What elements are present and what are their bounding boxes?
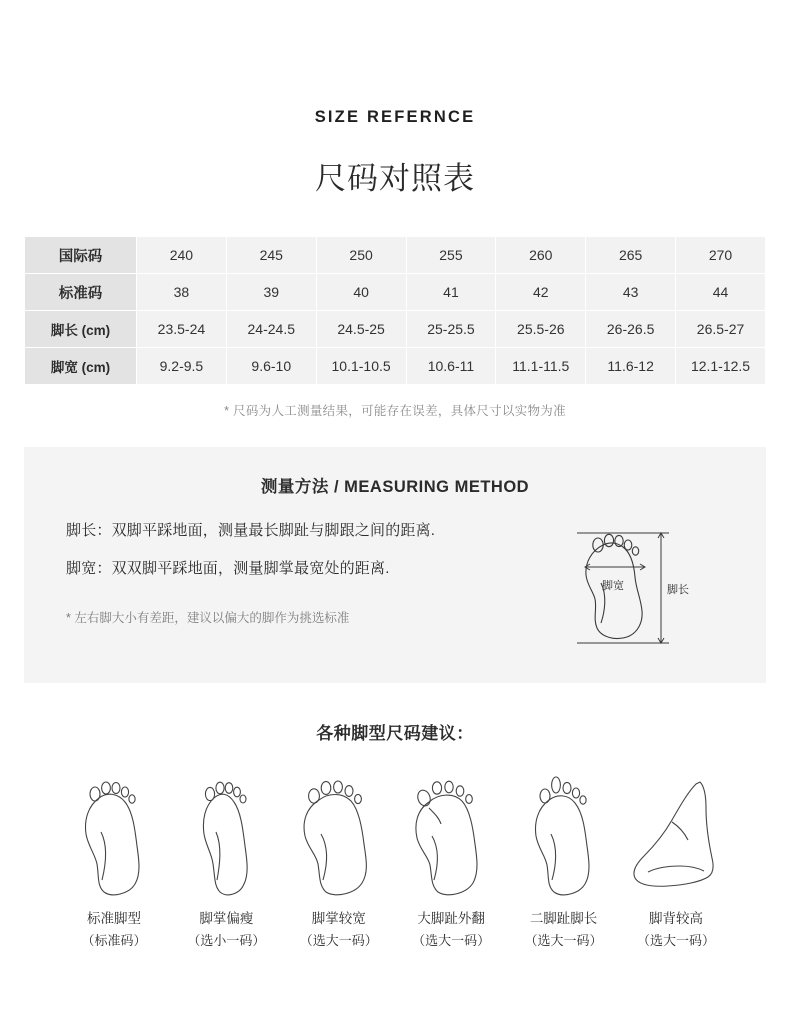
measuring-method-note: * 左右脚大小有差距，建议以偏大的脚作为挑选标准 (66, 611, 350, 625)
row-header: 标准码 (25, 274, 137, 311)
foot-type-item (172, 766, 280, 952)
foot-type-label (172, 908, 280, 952)
foot-type-item (60, 766, 168, 952)
table-row (25, 237, 766, 274)
measuring-method-title: 测量方法 / MEASURING METHOD (260, 478, 530, 496)
page-eyebrow: SIZE REFERNCE (314, 108, 476, 126)
foot-type-name: 二脚趾脚长 (529, 911, 598, 926)
table-cell: 12.1-12.5 (676, 348, 766, 385)
foot-long-second-toe-icon (521, 768, 607, 896)
foot-types-row (24, 766, 766, 952)
foot-types-title: 各种脚型尺码建议： (316, 724, 474, 743)
table-cell: 250 (316, 237, 406, 274)
foot-type-name: 脚背较高 (648, 911, 703, 926)
table-cell: 42 (496, 274, 586, 311)
foot-type-figure (172, 766, 280, 896)
measuring-method-line-length: 脚长：双脚平踩地面，测量最长脚趾与脚跟之间的距离. (66, 522, 436, 539)
table-row (25, 274, 766, 311)
foot-standard-icon (71, 768, 157, 896)
foot-type-name: 脚掌偏瘦 (199, 911, 254, 926)
foot-type-figure (510, 766, 618, 896)
row-header: 脚宽 (cm) (25, 348, 137, 385)
table-cell: 11.6-12 (586, 348, 676, 385)
foot-type-name: 标准脚型 (87, 911, 141, 926)
foot-type-name: 大脚趾外翻 (417, 911, 485, 926)
table-cell: 255 (406, 237, 496, 274)
table-cell: 26-26.5 (586, 311, 676, 348)
size-table-note: * 尺码为人工测量结果，可能存在误差，具体尺寸以实物为准 (224, 404, 566, 418)
table-cell: 24.5-25 (316, 311, 406, 348)
measuring-diagram (541, 519, 726, 653)
foot-type-figure (397, 766, 505, 896)
row-header: 国际码 (25, 237, 137, 274)
foot-type-advice: （选大一码） (636, 933, 715, 949)
table-cell: 9.6-10 (226, 348, 316, 385)
table-cell: 265 (586, 237, 676, 274)
table-cell: 40 (316, 274, 406, 311)
table-cell: 25.5-26 (496, 311, 586, 348)
foot-type-label (510, 908, 618, 952)
foot-type-figure (622, 766, 730, 896)
measuring-method-text (66, 519, 541, 626)
foot-type-label (397, 908, 505, 952)
foot-type-advice: （选大一码） (299, 933, 378, 949)
table-cell: 240 (137, 237, 227, 274)
label-foot-length: 脚长 (667, 584, 689, 596)
foot-measure-icon (541, 523, 726, 653)
foot-type-label (622, 908, 730, 952)
table-cell: 10.6-11 (406, 348, 496, 385)
table-cell: 24-24.5 (226, 311, 316, 348)
table-cell: 38 (137, 274, 227, 311)
foot-type-figure (60, 766, 168, 896)
foot-type-advice: （标准码） (81, 933, 147, 949)
table-cell: 41 (406, 274, 496, 311)
table-row (25, 311, 766, 348)
foot-type-item (622, 766, 730, 952)
foot-narrow-icon (183, 768, 269, 896)
foot-type-figure (285, 766, 393, 896)
row-header: 脚长 (cm) (25, 311, 137, 348)
foot-type-name: 脚掌较宽 (311, 911, 366, 926)
table-cell: 44 (676, 274, 766, 311)
foot-type-advice: （选大一码） (524, 933, 603, 949)
foot-type-item (510, 766, 618, 952)
table-cell: 23.5-24 (137, 311, 227, 348)
table-cell: 26.5-27 (676, 311, 766, 348)
foot-type-label (285, 908, 393, 952)
foot-type-item (397, 766, 505, 952)
foot-wide-icon (293, 768, 385, 896)
size-table (24, 236, 766, 385)
table-cell: 270 (676, 237, 766, 274)
size-table-wrap (24, 236, 766, 419)
measuring-method-body (24, 497, 766, 653)
table-cell: 9.2-9.5 (137, 348, 227, 385)
label-foot-width: 脚宽 (602, 580, 624, 592)
table-cell: 10.1-10.5 (316, 348, 406, 385)
page-header (24, 0, 766, 198)
measuring-method-panel (24, 447, 766, 683)
table-cell: 11.1-11.5 (496, 348, 586, 385)
table-cell: 260 (496, 237, 586, 274)
table-cell: 25-25.5 (406, 311, 496, 348)
table-cell: 43 (586, 274, 676, 311)
foot-type-advice: （选小一码） (187, 933, 266, 949)
table-cell: 39 (226, 274, 316, 311)
foot-type-item (285, 766, 393, 952)
foot-high-instep-icon (626, 768, 726, 896)
table-row (25, 348, 766, 385)
table-cell: 245 (226, 237, 316, 274)
page-title: 尺码对照表 (315, 161, 475, 196)
foot-bunion-icon (405, 768, 497, 896)
foot-type-label (60, 908, 168, 952)
measuring-method-line-width: 脚宽：双双脚平踩地面，测量脚掌最宽处的距离. (66, 560, 390, 577)
foot-types-section (24, 719, 766, 952)
foot-type-advice: （选大一码） (412, 933, 491, 949)
